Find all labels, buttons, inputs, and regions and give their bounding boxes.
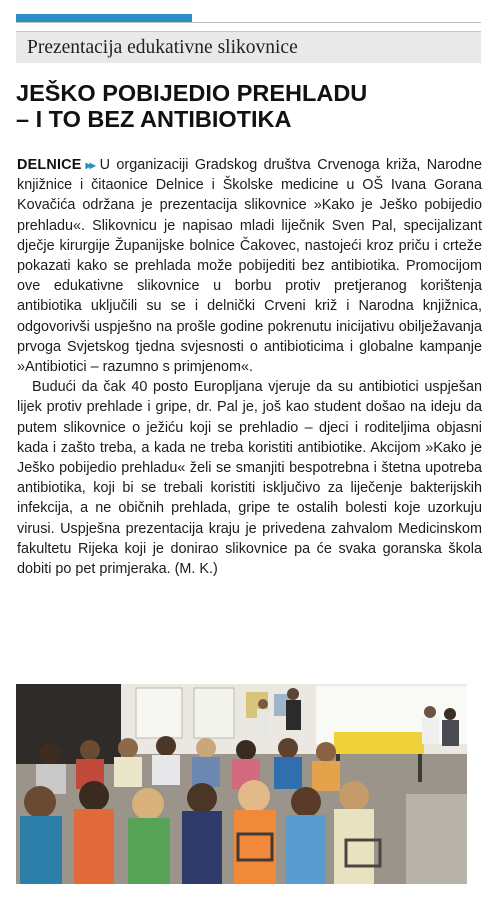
- dateline: DELNICE: [17, 157, 82, 173]
- top-divider: [16, 22, 481, 23]
- section-header: Prezentacija edukativne slikovnice: [16, 31, 481, 63]
- article-paragraph-1: [17, 155, 482, 377]
- event-photo-illustration: [16, 684, 467, 884]
- article-paragraph-2: Budući da čak 40 posto Europljana vjeruje da su antibiotici uspješan lijek protiv prehlade i gripe, dr. Pal je, još kao student došao na ideju da putem slikovnice o ježiću koji se prehladio – djeci i roditeljima objasni kada i zašto treba, a kada ne treba koristiti antibiotike. Akcijom »Kako je Ješko pobijedio prehladu« želi se smanjiti bespotrebna i štetna upotreba antibiotika, koji bi se trebali koristiti isključivo za liječenje bakterijskih infekcija, a ne običnih prehlada, gripe te ostalih bolesti koje uzorkuju virusi. Uspješna prezentacija kraju je privedena zahvalom Medicinskom fakultetu Rijeka koji je donirao slikovnice pa će svaka goranska škola dobiti po pet primjeraka. (M. K.): [17, 379, 482, 578]
- headline-line-1: JEŠKO POBIJEDIO PREHLADU: [16, 80, 368, 106]
- paragraph-1-text: U organizaciji Gradskog društva Crvenoga križa, Narodne knjižnice i čitaonice Delnice i Školske medicine u OŠ Ivana Gorana Kovačića održana je prezentacija slikovnice »Kako je Ješko pobijedio prehladu«. Slikovnicu je napisao mladi liječnik Sven Pal, specijalizant dječje kirurgije Županijske bolnice Čakovec, nastojeći kroz priču i crteže pokazati kako se prehlada može pobijediti bez antibiotika. Promocijom ove edukativne slikovnice u borbu protiv pretjeranog korištenja antibiotika uključili su se i delnički Crveni križ i Narodna knjižnica, odgovorivši uspješno na prošle godine pokrenutu inicijativu obilježavanja prvoga Svjetskog tjedna svjesnosti o antibioticima i globalne kampanje »Antibiotici – razumno s primjenom«.: [17, 157, 482, 376]
- headline-line-2: – I TO BEZ ANTIBIOTIKA: [16, 106, 292, 132]
- article-body: [17, 155, 482, 579]
- double-arrow-right-icon: ▸▸: [85, 158, 94, 172]
- article-photo: [16, 684, 467, 884]
- headline: [16, 80, 483, 132]
